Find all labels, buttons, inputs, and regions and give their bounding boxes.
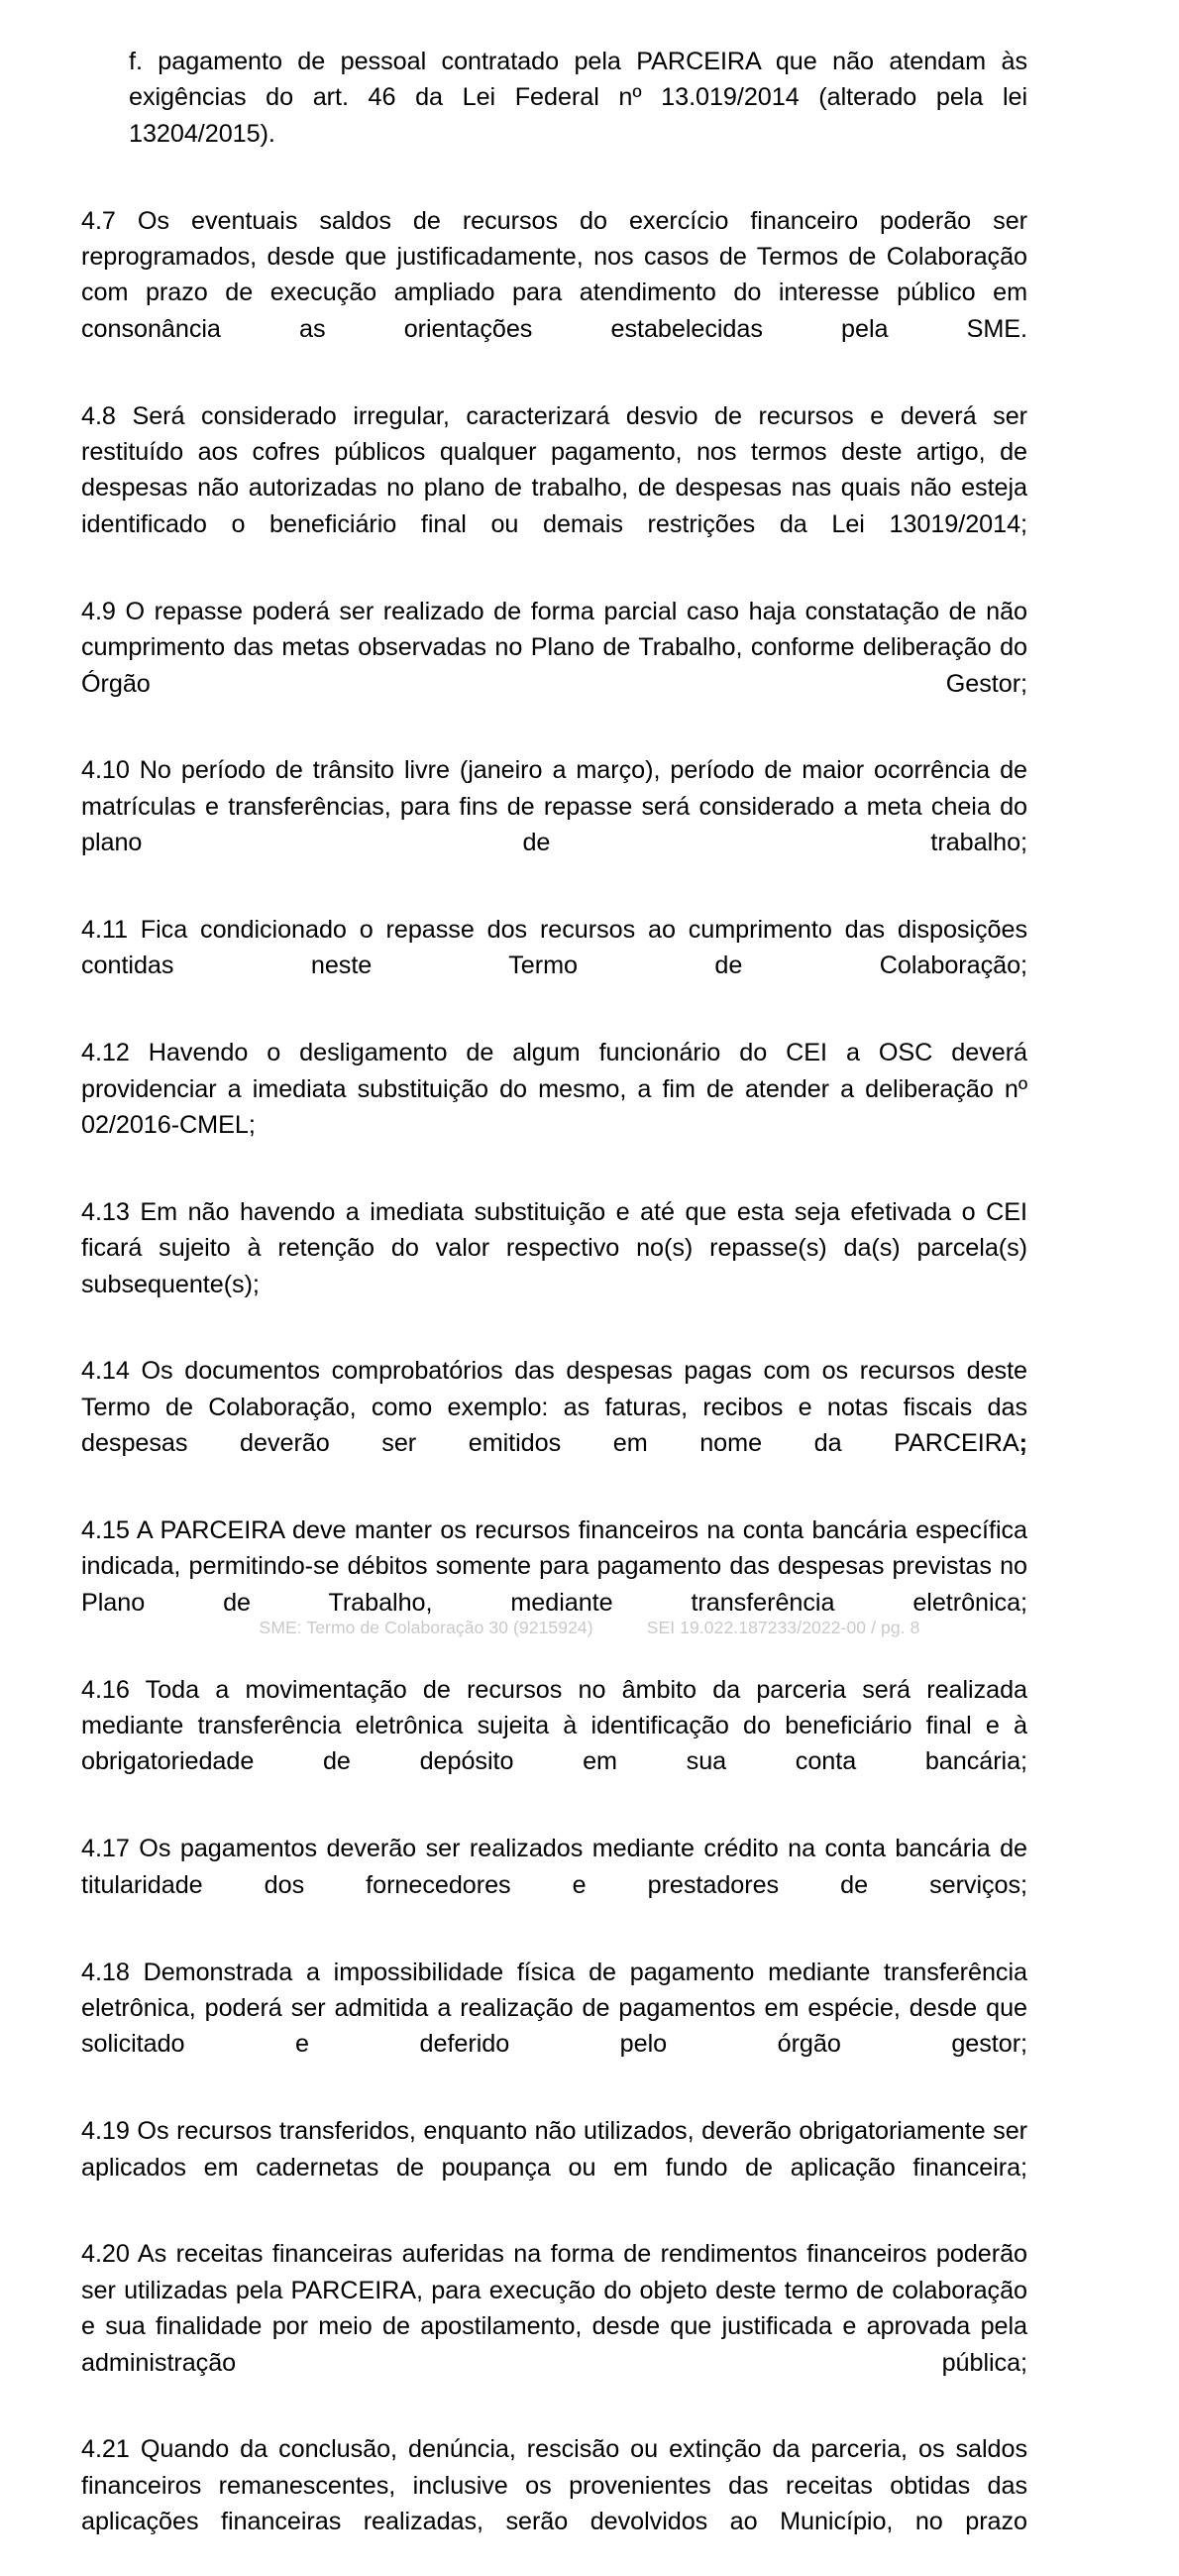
paragraph-clause-4-16: 4.16 Toda a movimentação de recursos no âmbito da parceria será realizada mediante transferência eletrônica sujeita à identificação do beneficiário final e à obrigatoriedade de depósito em sua conta bancária; xyxy=(81,1675,1027,1776)
paragraph-clause-4-14 xyxy=(81,1353,1027,1498)
paragraph-clause-4-11: 4.11 Fica condicionado o repasse dos recursos ao cumprimento das disposições contidas neste Termo de Colaboração; xyxy=(81,915,1027,980)
footer-sei-reference: SEI 19.022.187233/2022-00 / pg. 8 xyxy=(646,1618,920,1637)
paragraph-clause-4-8: 4.8 Será considerado irregular, caracterizará desvio de recursos e deverá ser restituído aos cofres públicos qualquer pagamento, nos termos deste artigo, de despesas não autorizadas no plano de trabalho, de despesas nas quais não esteja identificado o beneficiário final ou demais restrições da Lei 13019/2014; xyxy=(81,401,1027,538)
paragraph-clause-4-9: 4.9 O repasse poderá ser realizado de forma parcial caso haja constatação de não cumprimento das metas observadas no Plano de Trabalho, conforme deliberação do Órgão Gestor; xyxy=(81,597,1027,698)
page-footer xyxy=(0,1617,1179,1638)
paragraph-clause-4-20: 4.20 As receitas financeiras auferidas na forma de rendimentos financeiros poderão ser utilizadas pela PARCEIRA, para execução do objeto deste termo de colaboração e sua finalidade por meio de apostilamento, desde que justificada e aprovada pela administração pública; xyxy=(81,2240,1027,2377)
paragraph-item-f: f. pagamento de pessoal contratado pela PARCEIRA que não atendam às exigências do art. 46 da Lei Federal nº 13.019/2014 (alterado pela lei 13204/2015). xyxy=(129,48,1027,148)
paragraph-clause-4-12: 4.12 Havendo o desligamento de algum funcionário do CEI a OSC deverá providenciar a imediata substituição do mesmo, a fim de atender a deliberação nº 02/2016-CMEL; xyxy=(81,1039,1027,1139)
paragraph-clause-4-18: 4.18 Demonstrada a impossibilidade física de pagamento mediante transferência eletrônica, poderá ser admitida a realização de pagamentos em espécie, desde que solicitado e deferido pelo órgão gestor; xyxy=(81,1958,1027,2059)
paragraph-clause-4-13: 4.13 Em não havendo a imediata substituição e até que esta seja efetivada o CEI ficará sujeito à retenção do valor respectivo no(s) repasse(s) da(s) parcela(s) subsequente(s); xyxy=(81,1197,1027,1298)
paragraph-clause-4-7: 4.7 Os eventuais saldos de recursos do exercício financeiro poderão ser reprogramados, desde que justificadamente, nos casos de Termos de Colaboração com prazo de execução ampliado para atendimento do interesse público em consonância as orientações estabelecidas pela SME. xyxy=(81,206,1027,343)
paragraph-clause-4-21: 4.21 Quando da conclusão, denúncia, rescisão ou extinção da parceria, os saldos financeiros remanescentes, inclusive os provenientes das receitas obtidas das aplicações financeiras realizadas, serão devolvidos ao Município, no prazo xyxy=(81,2435,1027,2536)
paragraph-clause-4-17: 4.17 Os pagamentos deverão ser realizados mediante crédito na conta bancária de titularidade dos fornecedores e prestadores de serviços; xyxy=(81,1835,1027,1899)
paragraph-clause-4-19: 4.19 Os recursos transferidos, enquanto não utilizados, deverão obrigatoriamente ser aplicados em cadernetas de poupança ou em fundo de aplicação financeira; xyxy=(81,2117,1027,2182)
paragraph-clause-4-10: 4.10 No período de trânsito livre (janeiro a março), período de maior ocorrência de matrículas e transferências, para fins de repasse será considerado a meta cheia do plano de trabalho; xyxy=(81,756,1027,857)
footer-document-reference: SME: Termo de Colaboração 30 (9215924) xyxy=(259,1618,593,1637)
paragraph-clause-4-15: 4.15 A PARCEIRA deve manter os recursos financeiros na conta bancária específica indicada, permitindo-se débitos somente para pagamento das despesas previstas no Plano de Trabalho, mediante transferência eletrônica; xyxy=(81,1516,1027,1617)
document-body xyxy=(81,44,1027,2576)
clause-4-14-text: 4.14 Os documentos comprobatórios das despesas pagas com os recursos deste Termo de Colaboração, como exemplo: as faturas, recibos e notas fiscais das despesas deverão ser emitidos em nome da PARCEIRA xyxy=(81,1357,1027,1458)
clause-4-14-bold-semicolon: ; xyxy=(1018,1429,1027,1458)
